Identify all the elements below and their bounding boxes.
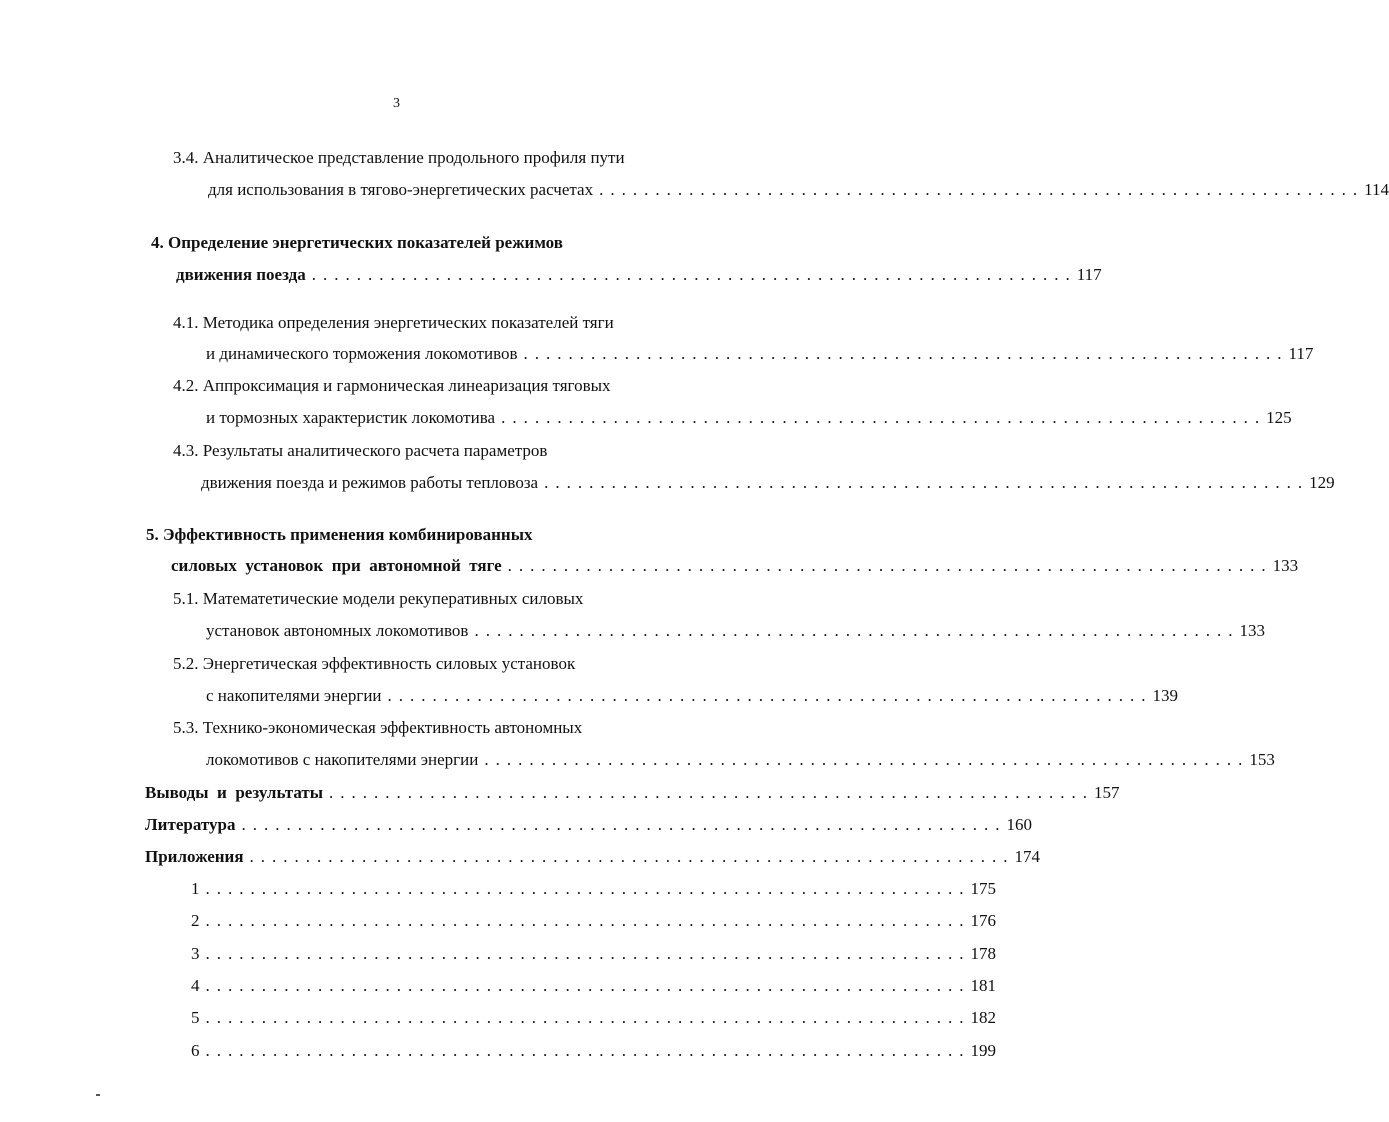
toc-literature[interactable] [145, 811, 1032, 839]
appendix-number: 4 [191, 976, 200, 995]
toc-chapter-5[interactable] [171, 552, 1299, 580]
appendix-page: 199 [970, 1041, 996, 1060]
toc-literature-title: Литература [145, 815, 236, 834]
dot-leader: .................................................................... [544, 473, 1310, 492]
appendix-page: 182 [970, 1008, 996, 1027]
page-number: 3 [393, 96, 400, 111]
dot-leader: .................................................................... [205, 1008, 971, 1027]
toc-appendices[interactable] [145, 843, 1041, 871]
toc-entry-5-1[interactable] [206, 617, 1265, 645]
toc-appendix-item[interactable] [191, 940, 996, 968]
toc-entry-4-3-title-cont: движения поезда и режимов работы тепловоза [201, 473, 539, 492]
toc-entry-5-3[interactable] [206, 746, 1275, 774]
toc-entry-5-2[interactable] [206, 682, 1179, 710]
toc-appendices-title: Приложения [145, 847, 244, 866]
toc-entry-4-3[interactable] [201, 469, 1335, 497]
toc-entry-5-1-title: 5.1. Математетические модели рекуперативных силовых [173, 589, 584, 608]
toc-entry-3-4-page: 114 [1364, 180, 1389, 199]
toc-chapter-4-page: 117 [1076, 265, 1102, 284]
toc-entry-3-4[interactable] [208, 176, 1389, 204]
dot-leader: .................................................................... [474, 621, 1240, 640]
toc-appendix-item[interactable] [191, 875, 996, 903]
appendix-number: 3 [191, 944, 200, 963]
dot-leader: .................................................................... [501, 408, 1267, 427]
appendix-page: 178 [970, 944, 996, 963]
toc-chapter-4[interactable] [176, 261, 1102, 289]
toc-entry-4-2-title-cont: и тормозных характеристик локомотива [206, 408, 496, 427]
appendix-number: 1 [191, 879, 200, 898]
toc-entry-3-4-title-cont: для использования в тягово-энергетических расчетах [208, 180, 594, 199]
toc-chapter-5-page: 133 [1272, 556, 1299, 575]
toc-conclusions-page: 157 [1094, 783, 1120, 802]
dot-leader: .................................................................... [329, 783, 1095, 802]
toc-entry-5-2-title: 5.2. Энергетическая эффективность силовых установок [173, 654, 576, 673]
toc-conclusions-title: Выводы и результаты [145, 783, 324, 802]
toc-entry-3-4-title: 3.4. Аналитическое представление продольного профиля пути [173, 148, 625, 167]
appendix-page: 175 [970, 879, 996, 898]
dot-leader: .................................................................... [311, 265, 1077, 284]
toc-appendix-item[interactable] [191, 907, 996, 935]
toc-entry-4-1[interactable] [206, 340, 1314, 368]
toc-appendix-item[interactable] [191, 972, 996, 1000]
toc-entry-4-2[interactable] [206, 404, 1292, 432]
toc-entry-4-2-title: 4.2. Аппроксимация и гармоническая линеаризация тяговых [173, 376, 611, 395]
appendix-page: 181 [970, 976, 996, 995]
toc-chapter-4-title: 4. Определение энергетических показателей режимов [151, 233, 563, 252]
toc-chapter-5-title: 5. Эффективность применения комбинированных [146, 525, 533, 544]
toc-entry-5-2-page: 139 [1152, 686, 1179, 705]
toc-appendices-page: 174 [1014, 847, 1041, 866]
toc-appendix-item[interactable] [191, 1037, 996, 1065]
dot-leader: .................................................................... [599, 180, 1365, 199]
toc-entry-5-3-title: 5.3. Технико-экономическая эффективность автономных [173, 718, 583, 737]
dot-leader: .................................................................... [205, 879, 971, 898]
dot-leader: .................................................................... [205, 944, 971, 963]
toc-entry-5-1-page: 133 [1239, 621, 1265, 640]
appendix-page: 176 [970, 911, 996, 930]
toc-entry-5-1-title-cont: установок автономных локомотивов [206, 621, 469, 640]
dot-leader: .................................................................... [484, 750, 1250, 769]
appendix-number: 6 [191, 1041, 200, 1060]
toc-conclusions[interactable] [145, 779, 1120, 807]
toc-entry-4-1-title-cont: и динамического торможения локомотивов [206, 344, 518, 363]
dot-leader: .................................................................... [523, 344, 1289, 363]
dot-leader: .................................................................... [205, 976, 971, 995]
toc-entry-5-2-title-cont: с накопителями энергии [206, 686, 382, 705]
toc-entry-4-1-title: 4.1. Методика определения энергетических показателей тяги [173, 313, 614, 332]
dot-leader: .................................................................... [249, 847, 1015, 866]
dot-leader: .................................................................... [507, 556, 1273, 575]
appendix-number: 2 [191, 911, 200, 930]
appendix-number: 5 [191, 1008, 200, 1027]
dot-leader: .................................................................... [205, 911, 971, 930]
toc-entry-4-2-page: 125 [1266, 408, 1292, 427]
toc-appendix-item[interactable] [191, 1004, 996, 1032]
toc-chapter-4-title-cont: движения поезда [176, 265, 306, 284]
toc-entry-4-1-page: 117 [1288, 344, 1314, 363]
toc-literature-page: 160 [1006, 815, 1032, 834]
dot-leader: .................................................................... [241, 815, 1007, 834]
toc-chapter-5-title-cont: силовых установок при автономной тяге [171, 556, 502, 575]
toc-entry-4-3-title: 4.3. Результаты аналитического расчета параметров [173, 441, 548, 460]
dot-leader: .................................................................... [387, 686, 1153, 705]
toc-entry-5-3-page: 153 [1249, 750, 1275, 769]
scan-speck [96, 1094, 100, 1096]
toc-entry-4-3-page: 129 [1309, 473, 1335, 492]
toc-entry-5-3-title-cont: локомотивов с накопителями энергии [206, 750, 479, 769]
dot-leader: .................................................................... [205, 1041, 971, 1060]
